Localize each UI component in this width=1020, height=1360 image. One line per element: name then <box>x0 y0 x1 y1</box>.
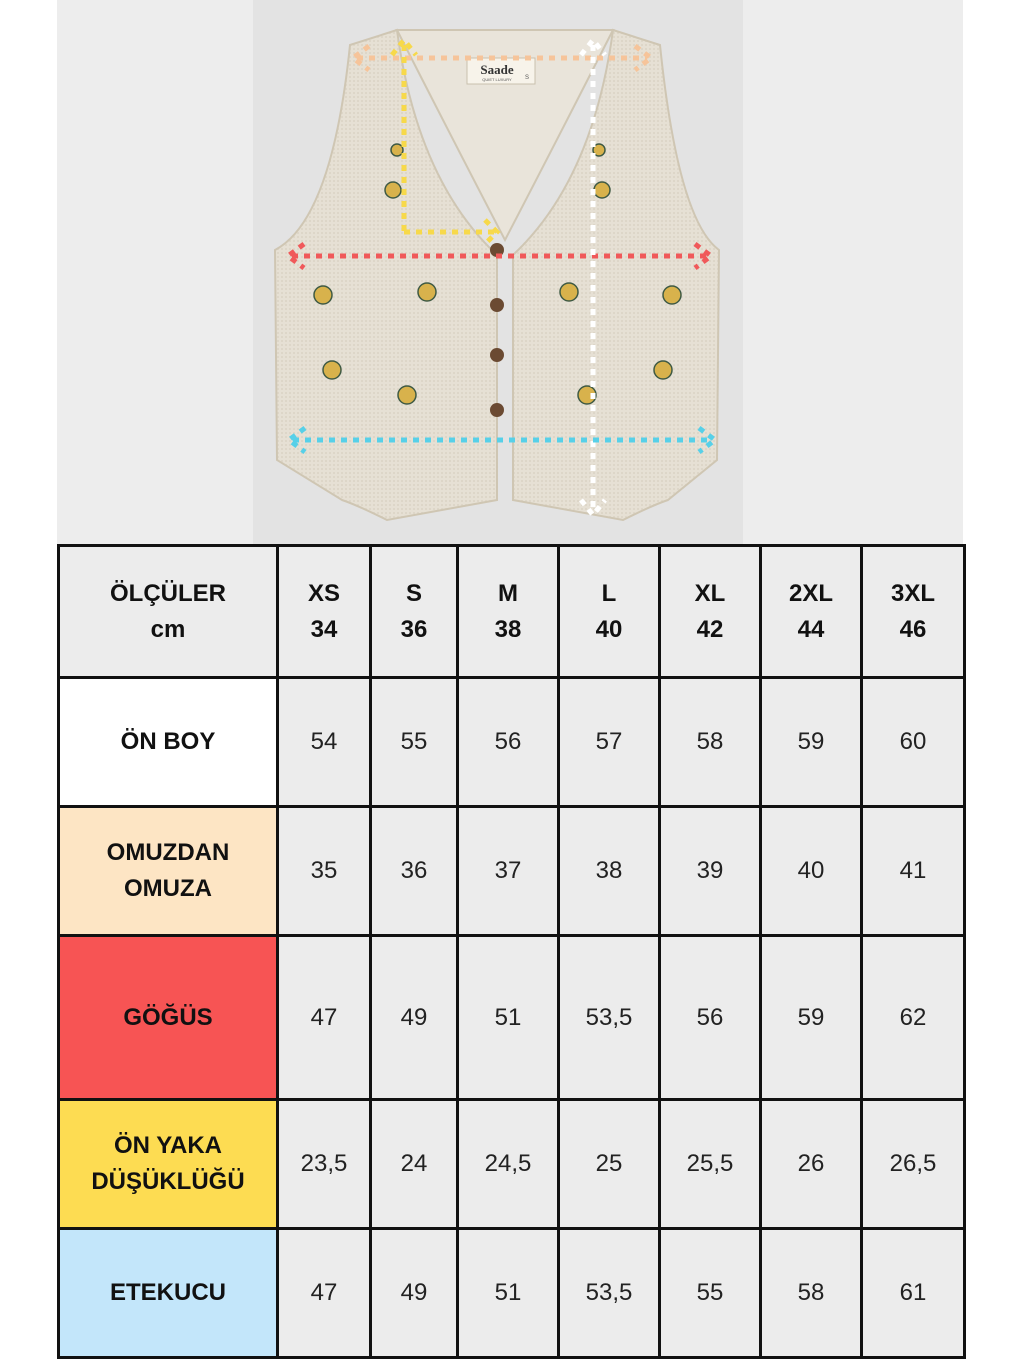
header-label: ÖLÇÜLER <box>110 579 226 607</box>
table-cell: 61 <box>862 1229 965 1358</box>
size-header-l: L 40 <box>559 546 660 678</box>
vest-button <box>490 348 504 362</box>
table-cell: 24,5 <box>458 1100 559 1229</box>
table-cell: 47 <box>278 1229 371 1358</box>
table-cell: 56 <box>458 678 559 807</box>
table-cell: 38 <box>559 807 660 936</box>
table-row <box>59 936 965 1100</box>
table-cell: 36 <box>371 807 458 936</box>
table-cell: 62 <box>862 936 965 1100</box>
row-label-omuzdan-omuza: OMUZDAN OMUZA <box>59 807 278 936</box>
table-cell: 41 <box>862 807 965 936</box>
header-unit: cm <box>150 615 186 643</box>
table-cell: 51 <box>458 936 559 1100</box>
table-cell: 55 <box>371 678 458 807</box>
table-cell: 26 <box>761 1100 862 1229</box>
table-cell: 59 <box>761 936 862 1100</box>
size-header-3xl: 3XL 46 <box>862 546 965 678</box>
size-header-s: S 36 <box>371 546 458 678</box>
size-header-m: M 38 <box>458 546 559 678</box>
row-label-gogus: GÖĞÜS <box>59 936 278 1100</box>
header-label-cell <box>59 546 278 678</box>
row-label-on-yaka-dusuklugu: ÖN YAKA DÜŞÜKLÜĞÜ <box>59 1100 278 1229</box>
table-cell: 49 <box>371 936 458 1100</box>
table-cell: 53,5 <box>559 1229 660 1358</box>
size-header-2xl: 2XL 44 <box>761 546 862 678</box>
table-cell: 57 <box>559 678 660 807</box>
table-row <box>59 1100 965 1229</box>
table-row <box>59 1229 965 1358</box>
table-cell: 49 <box>371 1229 458 1358</box>
table-cell: 55 <box>660 1229 761 1358</box>
product-photo <box>57 0 963 545</box>
vest-button <box>490 298 504 312</box>
table-cell: 40 <box>761 807 862 936</box>
table-cell: 25,5 <box>660 1100 761 1229</box>
table-cell: 23,5 <box>278 1100 371 1229</box>
table-header-row <box>59 546 965 678</box>
table-row <box>59 678 965 807</box>
table-cell: 60 <box>862 678 965 807</box>
size-header-xs: XS 34 <box>278 546 371 678</box>
table-cell: 54 <box>278 678 371 807</box>
table-cell: 51 <box>458 1229 559 1358</box>
table-cell: 58 <box>660 678 761 807</box>
table-cell: 37 <box>458 807 559 936</box>
vest-illustration <box>57 0 963 545</box>
table-cell: 59 <box>761 678 862 807</box>
table-cell: 24 <box>371 1100 458 1229</box>
vest-button <box>490 403 504 417</box>
table-row <box>59 807 965 936</box>
table-cell: 25 <box>559 1100 660 1229</box>
table-cell: 39 <box>660 807 761 936</box>
table-cell: 35 <box>278 807 371 936</box>
size-chart-table <box>57 544 966 1359</box>
table-cell: 58 <box>761 1229 862 1358</box>
brand-logo-text: Saade <box>480 62 514 77</box>
table-cell: 26,5 <box>862 1100 965 1229</box>
brand-sub-text: QUIET LUXURY <box>482 77 512 82</box>
size-header-xl: XL 42 <box>660 546 761 678</box>
table-cell: 47 <box>278 936 371 1100</box>
row-label-on-boy: ÖN BOY <box>59 678 278 807</box>
row-label-etekucu: ETEKUCU <box>59 1229 278 1358</box>
table-cell: 56 <box>660 936 761 1100</box>
table-cell: 53,5 <box>559 936 660 1100</box>
brand-size-tag: S <box>525 75 530 81</box>
